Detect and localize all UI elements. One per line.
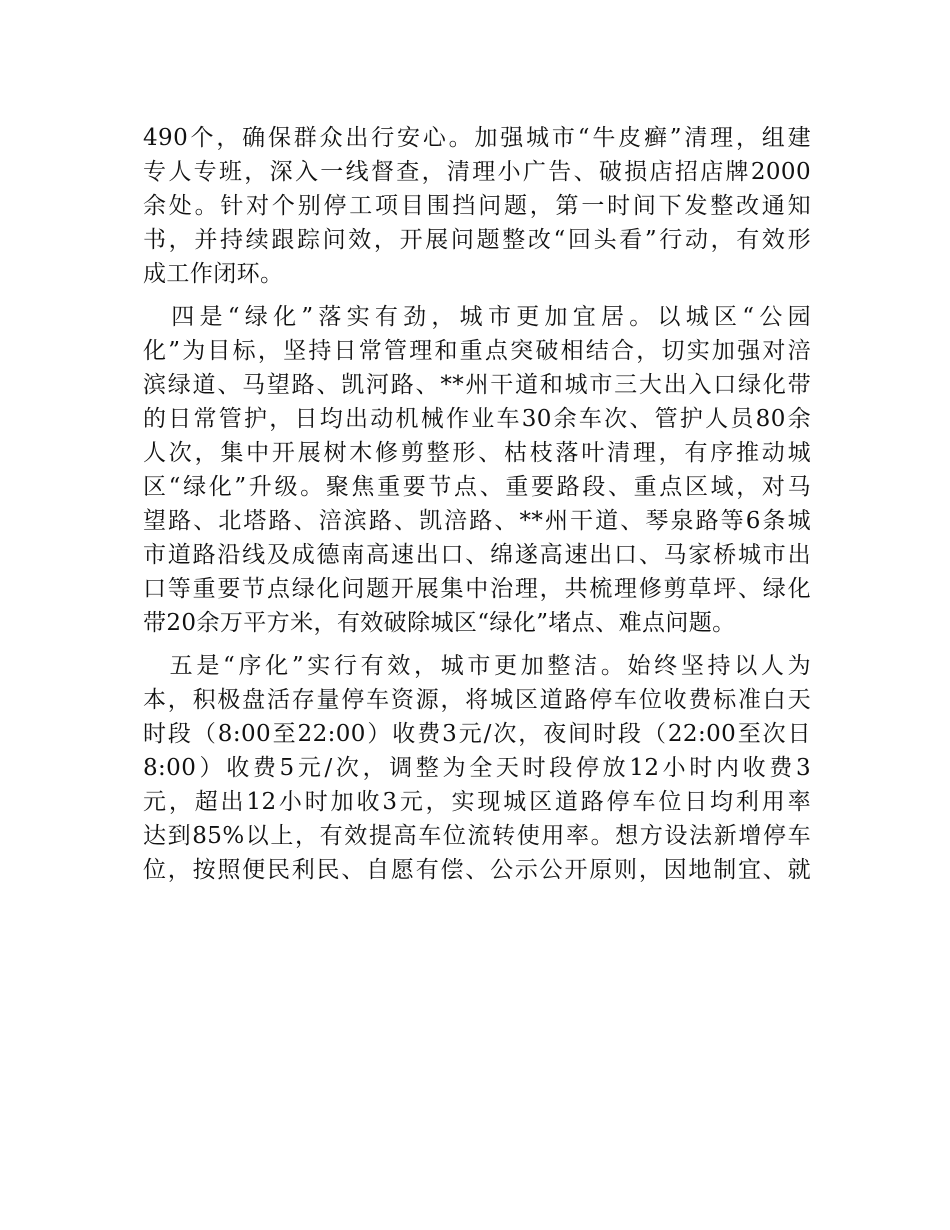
paragraph-spacer (143, 291, 811, 300)
text-line: 元，超出12小时加收3元，实现城区道路停车位日均利用率 (143, 789, 811, 815)
text-line: 滨绿道、马望路、凯河路、**州干道和城市三大出入口绿化带 (143, 372, 811, 398)
text-line: 成工作闭环。 (143, 261, 284, 287)
text-line: 四是“绿化”落实有劲，城市更加宜居。以城区“公园 (143, 304, 811, 330)
paragraph-3 (143, 649, 811, 887)
paragraph-1 (143, 121, 811, 291)
text-line: 区“绿化”升级。聚焦重要节点、重要路段、重点区域，对马 (143, 474, 811, 500)
text-line: 余处。针对个别停工项目围挡问题，第一时间下发整改通知 (143, 193, 811, 219)
text-line: 位，按照便民利民、自愿有偿、公示公开原则，因地制宜、就 (143, 857, 811, 883)
text-line: 8:00）收费5元/次，调整为全天时段停放12小时内收费3 (143, 755, 811, 781)
text-line: 490个，确保群众出行安心。加强城市“牛皮癣”清理，组建 (143, 125, 811, 151)
text-line: 达到85%以上，有效提高车位流转使用率。想方设法新增停车 (143, 823, 811, 849)
text-line: 时段（8:00至22:00）收费3元/次，夜间时段（22:00至次日 (143, 721, 811, 747)
paragraph-2 (143, 300, 811, 640)
document-body (143, 121, 811, 887)
text-line: 人次，集中开展树木修剪整形、枯枝落叶清理，有序推动城 (143, 440, 811, 466)
text-line: 本，积极盘活存量停车资源，将城区道路停车位收费标准白天 (143, 687, 811, 713)
text-line: 化”为目标，坚持日常管理和重点突破相结合，切实加强对涪 (143, 338, 811, 364)
paragraph-spacer (143, 640, 811, 649)
text-line: 专人专班，深入一线督查，清理小广告、破损店招店牌2000 (143, 159, 811, 185)
text-line: 书，并持续跟踪问效，开展问题整改“回头看”行动，有效形 (143, 227, 811, 253)
text-line: 的日常管护，日均出动机械作业车30余车次、管护人员80余 (143, 406, 811, 432)
text-line: 望路、北塔路、涪滨路、凯涪路、**州干道、琴泉路等6条城 (143, 508, 811, 534)
text-line: 带20余万平方米，有效破除城区“绿化”堵点、难点问题。 (143, 610, 736, 636)
text-line: 市道路沿线及成德南高速出口、绵遂高速出口、马家桥城市出 (143, 542, 811, 568)
text-line: 五是“序化”实行有效，城市更加整洁。始终坚持以人为 (143, 653, 811, 679)
text-line: 口等重要节点绿化问题开展集中治理，共梳理修剪草坪、绿化 (143, 576, 811, 602)
